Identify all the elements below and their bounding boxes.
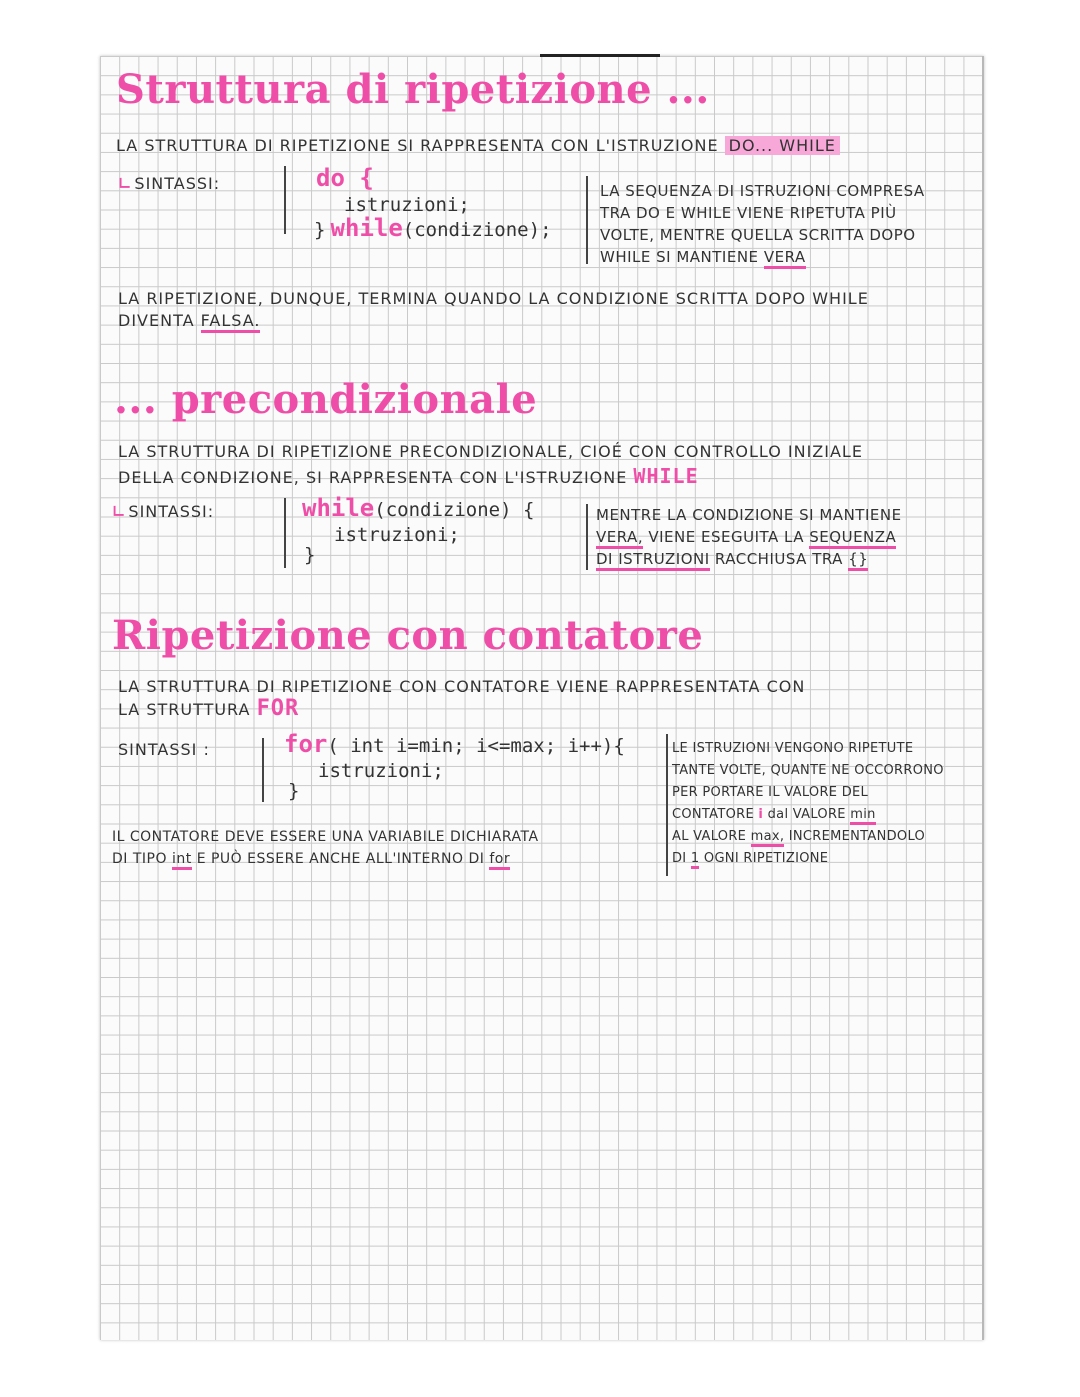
section3-syntax-label: SINTASSI : (118, 740, 210, 759)
section3-code-for (284, 730, 625, 758)
section1-conclusion (118, 288, 869, 332)
section3-note-divider (666, 734, 668, 876)
while-condition: (condizione) { (374, 499, 535, 521)
section2-intro-line: DELLA CONDIZIONE, SI RAPPRESENTA CON L'ISTRUZIONE (118, 468, 628, 487)
section3-intro-line: LA STRUTTURA (118, 700, 251, 719)
close-brace: } (314, 219, 326, 241)
note-line: MENTRE LA CONDIZIONE SI MANTIENE (596, 506, 902, 524)
section3-code-divider (262, 738, 264, 802)
section1-intro-keyword: DO... WHILE (725, 136, 840, 155)
section2-code-divider (284, 498, 286, 568)
note-line: DI (672, 851, 687, 866)
note-line: VIENE ESEGUITA LA (648, 528, 804, 546)
note-line: dal VALORE (767, 807, 846, 822)
pink-bullet-icon: ∟ (112, 502, 127, 521)
note-vera-underlined: VERA (764, 248, 806, 269)
while-keyword: while (302, 494, 375, 522)
section3-intro (118, 676, 805, 721)
note-braces-underlined: {} (848, 550, 868, 571)
note-line: PER PORTARE IL VALORE DEL (672, 785, 869, 800)
note-line: AL VALORE (672, 829, 747, 844)
section1-note-divider (586, 176, 588, 264)
section3-counter-note (112, 826, 539, 870)
pink-bullet-icon: ∟ (118, 174, 133, 193)
section2-title: ... precondizionale (114, 376, 538, 423)
section2-code-while (302, 494, 534, 522)
section1-syntax-label-text: SINTASSI: (134, 174, 221, 193)
note-line: RACCHIUSA TRA (714, 550, 843, 568)
section2-note (596, 504, 902, 570)
section3-intro-line: LA STRUTTURA DI RIPETIZIONE CON CONTATORE VIENE RAPPRESENTATA CON (118, 677, 806, 696)
note-max-underlined: max, (751, 829, 785, 847)
section1-intro (116, 136, 840, 155)
section1-code-do (316, 164, 374, 192)
note-line: LA SEQUENZA DI ISTRUZIONI COMPRESA (600, 182, 925, 200)
for-keyword: for (284, 730, 328, 758)
note-line: TANTE VOLTE, QUANTE NE OCCORRONO (672, 763, 944, 778)
section1-code-body: istruzioni; (344, 194, 470, 216)
section1-code-divider (284, 166, 286, 234)
note-vera-underlined: VERA, (596, 528, 643, 549)
conclusion-line: DIVENTA (118, 311, 195, 330)
counter-line: IL CONTATORE DEVE ESSERE UNA VARIABILE DICHIARATA (112, 829, 539, 845)
while-condition: (condizione); (402, 219, 552, 241)
note-line: VOLTE, MENTRE QUELLA SCRITTA DOPO (600, 226, 916, 244)
note-line: WHILE SI MANTIENE (600, 248, 759, 266)
section1-code-while (314, 214, 552, 242)
note-line: OGNI RIPETIZIONE (703, 851, 829, 866)
section2-intro-keyword: WHILE (633, 464, 699, 488)
section1-note (600, 180, 925, 268)
note-min-underlined: min (850, 807, 875, 825)
section2-note-divider (586, 504, 588, 570)
counter-for-underlined: for (489, 851, 510, 870)
section1-title: Struttura di ripetizione ... (116, 66, 710, 113)
note-sequenza-underlined: SEQUENZA (809, 528, 896, 549)
note-i-marked: i (758, 807, 764, 822)
while-keyword: while (330, 214, 403, 242)
conclusion-line: LA RIPETIZIONE, DUNQUE, TERMINA QUANDO LA CONDIZIONE SCRITTA DOPO WHILE (118, 289, 869, 308)
section2-code-body: istruzioni; (334, 524, 460, 546)
counter-line: DI TIPO (112, 851, 168, 867)
counter-int-underlined: int (172, 851, 192, 870)
section3-code-body: istruzioni; (318, 760, 444, 782)
note-line: INCREMENTANDOLO (788, 829, 926, 844)
note-istruzioni-underlined: DI ISTRUZIONI (596, 550, 710, 571)
section1-syntax-label (118, 174, 220, 193)
section2-syntax-label (112, 502, 214, 521)
section2-intro-line: LA STRUTTURA DI RIPETIZIONE PRECONDIZIONALE, CIOÉ CON CONTROLLO INIZIALE (118, 442, 863, 461)
section3-note (672, 738, 944, 870)
note-one-underlined: 1 (691, 851, 700, 869)
section1-intro-text: LA STRUTTURA DI RIPETIZIONE SI RAPPRESENTA CON L'ISTRUZIONE (116, 136, 719, 155)
note-line: TRA DO E WHILE VIENE RIPETUTA PIÙ (600, 204, 897, 222)
page-edge-mark (540, 54, 660, 57)
do-keyword: do { (316, 164, 374, 192)
for-header: ( int i=min; i<=max; i++){ (327, 735, 625, 757)
note-line: LE ISTRUZIONI VENGONO RIPETUTE (672, 741, 914, 756)
counter-line: E PUÒ ESSERE ANCHE ALL'INTERNO DI (196, 851, 485, 867)
section3-title: Ripetizione con contatore (112, 612, 704, 659)
conclusion-falsa-underlined: FALSA. (201, 311, 261, 333)
section2-intro (118, 440, 863, 490)
section2-code-close: } (304, 544, 316, 566)
section3-code-close: } (288, 780, 300, 802)
section2-syntax-label-text: SINTASSI: (128, 502, 215, 521)
section3-intro-keyword: FOR (256, 696, 300, 721)
note-line: CONTATORE (672, 807, 754, 822)
